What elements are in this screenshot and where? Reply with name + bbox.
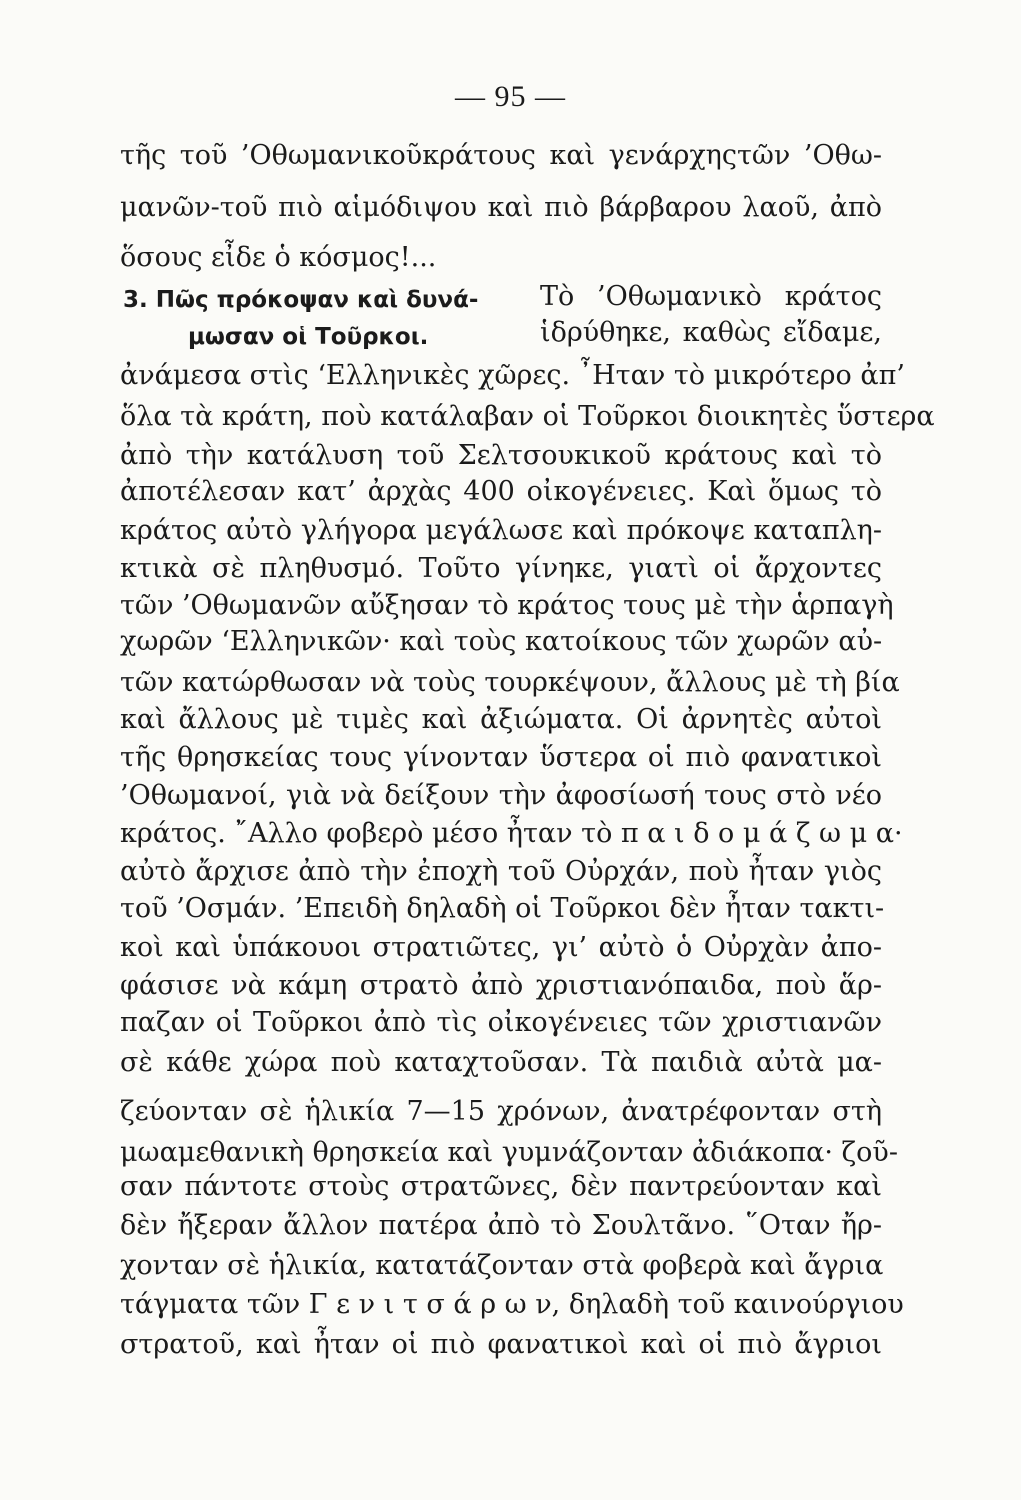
section-heading: μωσαν οἱ Τοῦρκοι. — [188, 324, 429, 350]
text-line: μανῶν-τοῦ πιὸ αἱμόδιψου καὶ πιὸ βάρβαρου λαοῦ, ἀπὸ — [120, 192, 882, 223]
text-line: τοῦ ’Οσμάν. ’Επειδὴ δηλαδὴ οἱ Τοῦρκοι δὲν ἦταν τακτι- — [120, 893, 885, 924]
text-line: καὶ ἄλλους μὲ τιμὲς καὶ ἀξιώματα. Οἱ ἀρνητὲς αὐτοὶ — [120, 704, 882, 735]
text-line: τῶν κατώρθωσαν νὰ τοὺς τουρκέψουν, ἄλλους μὲ τὴ βία — [120, 667, 900, 698]
text-line: τῆς τοῦ ’Οθωμανικοῦκράτους καὶ γενάρχηςτῶν ’Οθω- — [120, 140, 882, 171]
text-line: τάγματα τῶν Γ ε ν ι τ σ ά ρ ω ν, δηλαδὴ τοῦ καινούργιου — [120, 1289, 904, 1320]
section-heading: 3. Πῶς πρόκοψαν καὶ δυνά- — [123, 287, 479, 313]
text-line: σαν πάντοτε στοὺς στρατῶνες, δὲν παντρεύονταν καὶ — [120, 1171, 882, 1202]
text-line: ἀπὸ τὴν κατάλυση τοῦ Σελτσουκικοῦ κράτους καὶ τὸ — [120, 440, 882, 471]
text-line: ἱδρύθηκε, καθὼς εἴδαμε, — [540, 317, 882, 348]
text-line: ὅσους εἶδε ὁ κόσμος!... — [120, 242, 437, 273]
text-line: χωρῶν ‘Ελληνικῶν· καὶ τοὺς κατοίκους τῶν χωρῶν αὐ- — [120, 626, 883, 657]
text-line: ’Οθωμανοί, γιὰ νὰ δείξουν τὴν ἀφοσίωσή τους στὸ νέο — [120, 780, 882, 811]
text-line: σὲ κάθε χώρα ποὺ καταχτοῦσαν. Τὰ παιδιὰ αὐτὰ μα- — [120, 1047, 882, 1078]
text-line: ἀποτέλεσαν κατ’ ἀρχὰς 400 οἰκογένειες. Καὶ ὅμως τὸ — [120, 476, 882, 507]
page-number: — 95 — — [455, 80, 566, 113]
text-line: κοὶ καὶ ὑπάκουοι στρατιῶτες, γι’ αὐτὸ ὁ Οὐρχὰν ἀπο- — [120, 932, 882, 963]
text-line: αὐτὸ ἄρχισε ἀπὸ τὴν ἐποχὴ τοῦ Οὐρχάν, ποὺ ἦταν γιὸς — [120, 856, 882, 887]
text-line: κράτος αὐτὸ γλήγορα μεγάλωσε καὶ πρόκοψε καταπλη- — [120, 515, 882, 546]
text-line: κτικὰ σὲ πληθυσμό. Τοῦτο γίνηκε, γιατὶ οἱ ἄρχοντες — [120, 553, 882, 584]
text-line: παζαν οἱ Τοῦρκοι ἀπὸ τὶς οἰκογένειες τῶν χριστιανῶν — [120, 1007, 882, 1038]
text-line: ὅλα τὰ κράτη, ποὺ κατάλαβαν οἱ Τοῦρκοι διοικητὲς ὕστερα — [120, 401, 935, 432]
text-line: φάσισε νὰ κάμη στρατὸ ἀπὸ χριστιανόπαιδα, ποὺ ἅρ- — [120, 970, 882, 1001]
text-line: τῶν ’Οθωμανῶν αὔξησαν τὸ κράτος τους μὲ τὴν ἁρπαγὴ — [120, 590, 894, 621]
text-line: δὲν ἤξεραν ἄλλον πατέρα ἀπὸ τὸ Σουλτᾶνο. ῞Οταν ἤρ- — [120, 1210, 882, 1241]
text-line: στρατοῦ, καὶ ἦταν οἱ πιὸ φανατικοὶ καὶ οἱ πιὸ ἄγριοι — [120, 1329, 882, 1360]
text-line: χονταν σὲ ἡλικία, κατατάζονταν στὰ φοβερὰ καὶ ἄγρια — [120, 1250, 884, 1281]
text-line: ἀνάμεσα στὶς ‘Ελληνικὲς χῶρες. ῏Ηταν τὸ μικρότερο ἀπ’ — [120, 360, 905, 391]
text-line: μωαμεθανικὴ θρησκεία καὶ γυμνάζονταν ἀδιάκοπα· ζοῦ- — [120, 1137, 898, 1168]
text-line: κράτος. ῎Αλλο φοβερὸ μέσο ἦταν τὸ π α ι δ ο μ ά ζ ω μ α· — [120, 818, 903, 849]
text-line: τῆς θρησκείας τους γίνονταν ὕστερα οἱ πιὸ φανατικοὶ — [120, 742, 882, 773]
text-line: Τὸ ’Οθωμανικὸ κράτος — [540, 281, 882, 312]
text-line: ζεύονταν σὲ ἡλικία 7—15 χρόνων, ἀνατρέφονταν στὴ — [120, 1096, 882, 1127]
